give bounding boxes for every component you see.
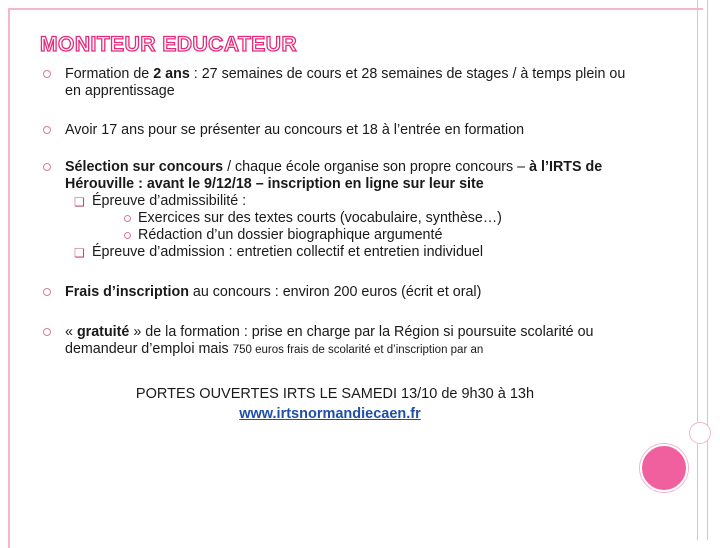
bullet-icon xyxy=(124,232,131,239)
list-item-selection: Sélection sur concours / chaque école organise son propre concours – à l’IRTS de Hérouville : avant le 9/12/18 – inscription en ligne sur leur site xyxy=(40,159,640,193)
decorative-circle-outline xyxy=(689,422,711,444)
subsub-item-redaction: Rédaction d’un dossier biographique argumenté xyxy=(40,227,640,244)
open-days-text: PORTES OUVERTES IRTS LE SAMEDI 13/10 de 9h30 à 13h xyxy=(135,386,535,402)
sub-item-admissibilite: ❑ Épreuve d’admissibilité : xyxy=(74,193,247,209)
subsub-item-exercices: Exercices sur des textes courts (vocabulaire, synthèse…) xyxy=(40,210,640,227)
bullet-icon xyxy=(43,70,51,78)
checkbox-square-icon: ❑ xyxy=(74,195,85,209)
sub-item-admission: ❑ Épreuve d’admission : entretien collectif et entretien individuel xyxy=(74,244,484,260)
bullet-icon xyxy=(43,288,51,296)
slide-title: MONITEUR EDUCATEUR xyxy=(40,33,298,56)
bullet-icon xyxy=(43,328,51,336)
bullet-icon xyxy=(43,163,51,171)
bullet-icon xyxy=(124,215,131,222)
list-item-frais: Frais d’inscription au concours : environ 200 euros (écrit et oral) xyxy=(40,284,640,301)
frame-line-right-1 xyxy=(697,0,698,540)
checkbox-square-icon: ❑ xyxy=(74,246,85,260)
list-item-age: Avoir 17 ans pour se présenter au concours et 18 à l’entrée en formation xyxy=(40,122,640,139)
bullet-icon xyxy=(43,126,51,134)
decorative-circle-pink xyxy=(640,444,688,492)
footer-link-row xyxy=(0,406,690,422)
list-item-formation: Formation de 2 ans : 27 semaines de cours et 28 semaines de stages / à temps plein ou en apprentissage xyxy=(40,66,640,100)
list-item-gratuite: « gratuité » de la formation : prise en charge par la Région si poursuite scolarité ou demandeur d’emploi mais 750 euros frais de scolarité et d’inscription par an xyxy=(40,324,640,359)
slide-content xyxy=(40,66,640,359)
website-link[interactable]: www.irtsnormandiecaen.fr xyxy=(239,406,421,422)
frame-line-right-2 xyxy=(707,0,708,540)
